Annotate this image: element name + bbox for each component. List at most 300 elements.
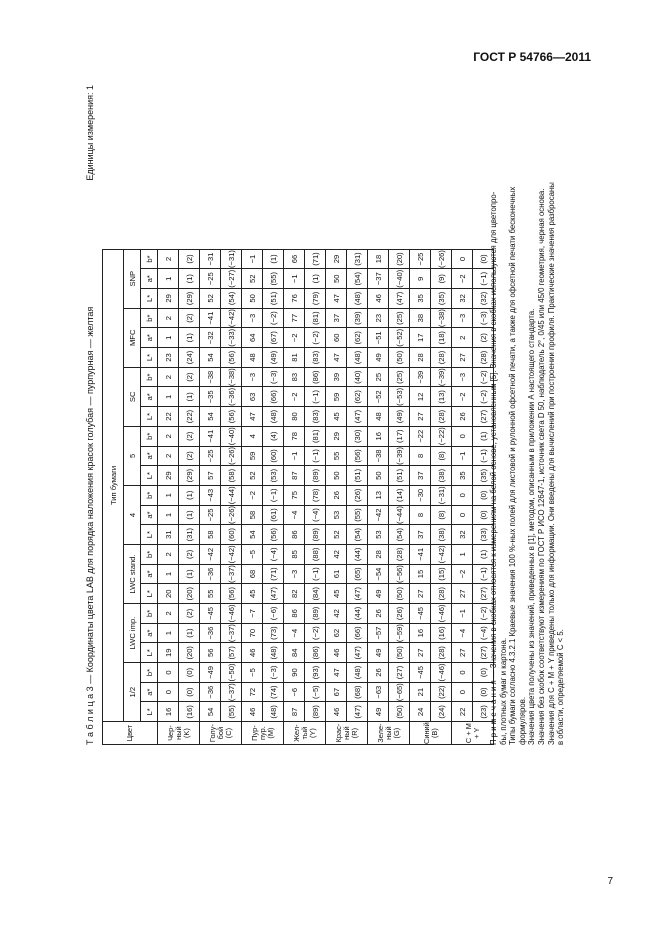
lab-subheader: a*	[141, 387, 158, 407]
lab-subheader: L*	[141, 407, 158, 427]
table-row	[284, 249, 305, 744]
white-backing-value-cell: (48)	[263, 702, 284, 722]
table-row-white-backing	[221, 249, 242, 744]
white-backing-value-cell: (78)	[305, 485, 326, 505]
lab-subheader: b*	[141, 367, 158, 387]
value-cell: 37	[326, 308, 347, 328]
white-backing-value-cell: (−5)	[305, 682, 326, 702]
white-backing-value-cell: (79)	[305, 289, 326, 309]
white-backing-value-cell: (−31)	[431, 485, 452, 505]
value-cell: 29	[158, 289, 179, 309]
value-cell: 0	[452, 682, 473, 702]
white-backing-value-cell: (71)	[305, 249, 326, 269]
lab-subheader: L*	[141, 584, 158, 604]
value-cell: 49	[368, 643, 389, 663]
value-cell: −4	[284, 505, 305, 525]
white-backing-value-cell: (−4)	[473, 623, 494, 643]
value-cell: 2	[452, 328, 473, 348]
white-backing-value-cell: (2)	[179, 604, 200, 624]
value-cell: 24	[410, 702, 431, 722]
white-backing-value-cell: (20)	[389, 249, 410, 269]
white-backing-value-cell: (−2)	[473, 387, 494, 407]
value-cell: 55	[200, 584, 221, 604]
value-cell: 47	[326, 348, 347, 368]
value-cell: 54	[200, 407, 221, 427]
white-backing-value-cell: (−26)	[221, 505, 242, 525]
white-backing-value-cell: (61)	[263, 505, 284, 525]
value-cell: 0	[158, 663, 179, 683]
lab-subheader: L*	[141, 643, 158, 663]
value-cell: 46	[326, 702, 347, 722]
value-cell: 84	[284, 643, 305, 663]
note-line: в области, определяемой C < 5.	[556, 629, 566, 745]
value-cell: 81	[284, 348, 305, 368]
value-cell: 29	[326, 249, 347, 269]
value-cell: 2	[158, 545, 179, 565]
value-cell: 62	[326, 623, 347, 643]
value-cell: −30	[410, 485, 431, 505]
white-backing-value-cell: (83)	[305, 407, 326, 427]
note-line: П р и м е ч а н и я — Значения в скобках относятся к измерениям на белой основе, установленным [5]. Значения в скобках используются для цветопро-	[489, 191, 498, 745]
white-backing-value-cell: (−31)	[221, 249, 242, 269]
white-backing-value-cell: (48)	[347, 289, 368, 309]
value-cell: 86	[284, 604, 305, 624]
white-backing-value-cell: (−1)	[305, 387, 326, 407]
value-cell: 1	[158, 328, 179, 348]
white-backing-value-cell: (56)	[347, 446, 368, 466]
lab-subheader: b*	[141, 663, 158, 683]
value-cell: 21	[410, 682, 431, 702]
table-row-white-backing	[431, 249, 452, 744]
white-backing-value-cell: (50)	[389, 702, 410, 722]
value-cell: 35	[410, 289, 431, 309]
value-cell: 50	[326, 466, 347, 486]
value-cell: 16	[368, 426, 389, 446]
white-backing-value-cell: (24)	[179, 348, 200, 368]
lab-subheader: L*	[141, 525, 158, 545]
white-backing-value-cell: (86)	[305, 367, 326, 387]
value-cell: 86	[284, 525, 305, 545]
value-cell: 26	[368, 604, 389, 624]
value-cell: 26	[326, 485, 347, 505]
white-backing-value-cell: (66)	[347, 623, 368, 643]
value-cell: 12	[410, 387, 431, 407]
white-backing-value-cell: (29)	[179, 466, 200, 486]
color-header: Цвет	[103, 722, 158, 745]
white-backing-value-cell: (−27)	[221, 269, 242, 289]
white-backing-value-cell: (27)	[473, 407, 494, 427]
value-cell: −3	[452, 367, 473, 387]
note-line: Значения цвета получены из значений, приведенных в [1], методом, описанным в приложении А настоящего стандарта.	[527, 308, 537, 745]
white-backing-value-cell: (47)	[389, 289, 410, 309]
white-backing-value-cell: (60)	[221, 525, 242, 545]
white-backing-value-cell: (89)	[305, 604, 326, 624]
value-cell: −38	[200, 367, 221, 387]
white-backing-value-cell: (40)	[347, 367, 368, 387]
white-backing-value-cell: (−36)	[221, 387, 242, 407]
table-row	[410, 249, 431, 744]
value-cell: 29	[326, 426, 347, 446]
value-cell: −51	[368, 328, 389, 348]
lab-subheader: b*	[141, 604, 158, 624]
value-cell: 82	[284, 584, 305, 604]
value-cell: 58	[200, 525, 221, 545]
white-backing-value-cell: (50)	[389, 348, 410, 368]
lab-subheader: a*	[141, 564, 158, 584]
table-row	[368, 249, 389, 744]
white-backing-value-cell: (−40)	[221, 426, 242, 446]
white-backing-value-cell: (32)	[473, 289, 494, 309]
value-cell: 0	[452, 485, 473, 505]
value-cell: 2	[158, 604, 179, 624]
value-cell: 27	[410, 407, 431, 427]
white-backing-value-cell: (18)	[431, 328, 452, 348]
white-backing-value-cell: (1)	[179, 328, 200, 348]
white-backing-value-cell: (62)	[347, 328, 368, 348]
value-cell: 50	[242, 289, 263, 309]
value-cell: 56	[200, 643, 221, 663]
white-backing-value-cell: (26)	[347, 485, 368, 505]
white-backing-value-cell: (51)	[347, 466, 368, 486]
value-cell: −25	[410, 249, 431, 269]
white-backing-value-cell: (−44)	[389, 505, 410, 525]
white-backing-value-cell: (28)	[431, 584, 452, 604]
white-backing-value-cell: (25)	[389, 308, 410, 328]
white-backing-value-cell: (83)	[305, 348, 326, 368]
white-backing-value-cell: (86)	[305, 643, 326, 663]
table-row	[242, 249, 263, 744]
white-backing-value-cell: (2)	[179, 308, 200, 328]
white-backing-value-cell: (89)	[305, 702, 326, 722]
value-cell: 42	[326, 545, 347, 565]
value-cell: 76	[284, 289, 305, 309]
white-backing-value-cell: (28)	[473, 348, 494, 368]
table-row-white-backing	[263, 249, 284, 744]
value-cell: 77	[284, 308, 305, 328]
value-cell: 29	[158, 466, 179, 486]
paper-group-header: LWC imp.	[124, 604, 141, 663]
value-cell: 2	[158, 249, 179, 269]
white-backing-value-cell: (−37)	[221, 682, 242, 702]
white-backing-value-cell: (48)	[347, 348, 368, 368]
value-cell: 78	[284, 426, 305, 446]
note-line: бы, плотных бумаг и картона.	[498, 637, 508, 745]
white-backing-value-cell: (−3)	[263, 663, 284, 683]
white-backing-value-cell: (1)	[263, 249, 284, 269]
table-row-white-backing	[389, 249, 410, 744]
value-cell: 8	[410, 446, 431, 466]
value-cell: 35	[452, 466, 473, 486]
rotated-table-block	[85, 85, 590, 745]
value-cell: −43	[200, 485, 221, 505]
value-cell: 54	[200, 702, 221, 722]
white-backing-value-cell: (−1)	[473, 446, 494, 466]
white-backing-value-cell: (20)	[179, 643, 200, 663]
white-backing-value-cell: (73)	[263, 623, 284, 643]
white-backing-value-cell: (0)	[473, 249, 494, 269]
white-backing-value-cell: (−1)	[305, 564, 326, 584]
value-cell: 16	[410, 623, 431, 643]
white-backing-value-cell: (84)	[305, 584, 326, 604]
value-cell: −2	[452, 269, 473, 289]
white-backing-value-cell: (−46)	[431, 604, 452, 624]
value-cell: 26	[368, 663, 389, 683]
value-cell: 52	[242, 269, 263, 289]
white-backing-value-cell: (55)	[221, 702, 242, 722]
white-backing-value-cell: (15)	[431, 564, 452, 584]
color-name-cell: Зеле- ный (G)	[368, 722, 410, 745]
value-cell: −3	[242, 308, 263, 328]
value-cell: 70	[242, 623, 263, 643]
white-backing-value-cell: (28)	[431, 407, 452, 427]
white-backing-value-cell: (−42)	[431, 545, 452, 565]
value-cell: 28	[410, 348, 431, 368]
value-cell: −25	[200, 269, 221, 289]
white-backing-value-cell: (58)	[221, 466, 242, 486]
value-cell: 2	[158, 367, 179, 387]
value-cell: 13	[368, 485, 389, 505]
lab-subheader: b*	[141, 485, 158, 505]
white-backing-value-cell: (47)	[347, 407, 368, 427]
white-backing-value-cell: (0)	[473, 505, 494, 525]
value-cell: 49	[368, 584, 389, 604]
value-cell: −45	[200, 604, 221, 624]
value-cell: 0	[452, 249, 473, 269]
white-backing-value-cell: (65)	[347, 564, 368, 584]
value-cell: 45	[326, 584, 347, 604]
white-backing-value-cell: (49)	[263, 348, 284, 368]
white-backing-value-cell: (27)	[473, 643, 494, 663]
white-backing-value-cell: (22)	[179, 407, 200, 427]
white-backing-value-cell: (27)	[473, 584, 494, 604]
value-cell: 0	[452, 505, 473, 525]
value-cell: 0	[158, 682, 179, 702]
value-cell: 50	[368, 466, 389, 486]
table-row	[200, 249, 221, 744]
value-cell: −42	[368, 505, 389, 525]
value-cell: −3	[242, 367, 263, 387]
lab-subheader: L*	[141, 348, 158, 368]
value-cell: 46	[368, 289, 389, 309]
value-cell: 16	[158, 702, 179, 722]
value-cell: 49	[368, 348, 389, 368]
white-backing-value-cell: (0)	[473, 682, 494, 702]
paper-group-header: LWC stand.	[124, 545, 141, 604]
value-cell: 42	[326, 604, 347, 624]
white-backing-value-cell: (25)	[389, 367, 410, 387]
value-cell: 27	[410, 643, 431, 663]
value-cell: −42	[200, 545, 221, 565]
white-backing-value-cell: (47)	[347, 643, 368, 663]
value-cell: 4	[242, 426, 263, 446]
white-backing-value-cell: (1)	[179, 564, 200, 584]
units-label: Единицы измерения: 1	[85, 85, 95, 181]
value-cell: 1	[452, 545, 473, 565]
paper-group-header: SC	[124, 367, 141, 426]
table-row	[326, 249, 347, 744]
white-backing-value-cell: (35)	[473, 466, 494, 486]
value-cell: −2	[284, 387, 305, 407]
white-backing-value-cell: (51)	[389, 466, 410, 486]
white-backing-value-cell: (−44)	[221, 485, 242, 505]
white-backing-value-cell: (56)	[263, 525, 284, 545]
white-backing-value-cell: (−59)	[389, 623, 410, 643]
white-backing-value-cell: (−1)	[473, 269, 494, 289]
white-backing-value-cell: (−37)	[221, 564, 242, 584]
lab-table	[102, 249, 494, 745]
paper-group-header: MFC	[124, 308, 141, 367]
value-cell: −25	[200, 505, 221, 525]
white-backing-value-cell: (−42)	[221, 308, 242, 328]
value-cell: −1	[452, 446, 473, 466]
value-cell: −36	[200, 682, 221, 702]
value-cell: −35	[200, 387, 221, 407]
white-backing-value-cell: (81)	[305, 426, 326, 446]
value-cell: 85	[284, 545, 305, 565]
value-cell: 47	[326, 663, 347, 683]
value-cell: 27	[452, 584, 473, 604]
value-cell: 26	[452, 407, 473, 427]
value-cell: −54	[368, 564, 389, 584]
white-backing-value-cell: (50)	[389, 643, 410, 663]
white-backing-value-cell: (−2)	[473, 367, 494, 387]
lab-subheader: L*	[141, 289, 158, 309]
white-backing-value-cell: (1)	[473, 426, 494, 446]
value-cell: 46	[242, 702, 263, 722]
value-cell: 47	[242, 407, 263, 427]
paper-group-header: 1/2	[124, 663, 141, 722]
table-row-white-backing	[179, 249, 200, 744]
value-cell: 27	[452, 348, 473, 368]
value-cell: 15	[410, 564, 431, 584]
white-backing-value-cell: (30)	[347, 426, 368, 446]
white-backing-value-cell: (39)	[347, 308, 368, 328]
value-cell: 75	[284, 485, 305, 505]
white-backing-value-cell: (1)	[179, 623, 200, 643]
paper-group-header: 5	[124, 426, 141, 485]
value-cell: 32	[452, 289, 473, 309]
white-backing-value-cell: (33)	[473, 525, 494, 545]
value-cell: −49	[200, 663, 221, 683]
white-backing-value-cell: (55)	[263, 269, 284, 289]
value-cell: 27	[452, 643, 473, 663]
value-cell: 28	[368, 545, 389, 565]
white-backing-value-cell: (1)	[305, 269, 326, 289]
table-notes	[489, 85, 566, 745]
white-backing-value-cell: (13)	[431, 387, 452, 407]
value-cell: −1	[242, 249, 263, 269]
white-backing-value-cell: (−38)	[221, 367, 242, 387]
value-cell: −3	[452, 308, 473, 328]
paper-group-header: SNP	[124, 249, 141, 308]
value-cell: 9	[410, 269, 431, 289]
white-backing-value-cell: (16)	[431, 623, 452, 643]
value-cell: 72	[242, 682, 263, 702]
paper-group-row	[124, 249, 141, 744]
lab-subheader: a*	[141, 682, 158, 702]
value-cell: −39	[410, 367, 431, 387]
value-cell: 54	[200, 348, 221, 368]
white-backing-value-cell: (−39)	[431, 367, 452, 387]
white-backing-value-cell: (0)	[179, 682, 200, 702]
color-name-cell: Жел- тый (Y)	[284, 722, 326, 745]
value-cell: 46	[242, 643, 263, 663]
value-cell: 64	[242, 328, 263, 348]
white-backing-value-cell: (47)	[263, 584, 284, 604]
value-cell: 2	[158, 308, 179, 328]
white-backing-value-cell: (2)	[179, 446, 200, 466]
white-backing-value-cell: (20)	[179, 584, 200, 604]
header-row	[103, 249, 124, 744]
white-backing-value-cell: (−2)	[305, 623, 326, 643]
value-cell: 47	[326, 289, 347, 309]
white-backing-value-cell: (51)	[263, 289, 284, 309]
white-backing-value-cell: (31)	[347, 249, 368, 269]
value-cell: −1	[452, 604, 473, 624]
lab-subheader: a*	[141, 269, 158, 289]
paper-group-header: 4	[124, 485, 141, 544]
white-backing-value-cell: (−2)	[305, 328, 326, 348]
white-backing-value-cell: (2)	[473, 328, 494, 348]
value-cell: 1	[158, 623, 179, 643]
white-backing-value-cell: (47)	[347, 702, 368, 722]
value-cell: −52	[368, 387, 389, 407]
white-backing-value-cell: (0)	[179, 663, 200, 683]
color-name-cell: Синий (B)	[410, 722, 452, 745]
white-backing-value-cell: (49)	[389, 407, 410, 427]
value-cell: 1	[158, 505, 179, 525]
white-backing-value-cell: (−2)	[263, 308, 284, 328]
value-cell: 23	[158, 348, 179, 368]
table-row-white-backing	[305, 249, 326, 744]
white-backing-value-cell: (28)	[389, 545, 410, 565]
value-cell: 59	[242, 446, 263, 466]
white-backing-value-cell: (24)	[431, 702, 452, 722]
lab-subheader: b*	[141, 308, 158, 328]
value-cell: −2	[242, 485, 263, 505]
white-backing-value-cell: (−33)	[221, 328, 242, 348]
value-cell: −1	[284, 269, 305, 289]
value-cell: 37	[410, 525, 431, 545]
white-backing-value-cell: (−26)	[221, 446, 242, 466]
white-backing-value-cell: (2)	[179, 367, 200, 387]
note-line: Типы бумаги согласно 4.3.2.1 Краевые значения 100 %-ных полей для листовой и рулонной офсетной печати, а также для офсетной печати бесконечных	[508, 186, 518, 745]
paper-type-header: Тип бумаги	[103, 249, 124, 722]
white-backing-value-cell: (−4)	[305, 505, 326, 525]
white-backing-value-cell: (−22)	[431, 426, 452, 446]
table-row	[158, 249, 179, 744]
white-backing-value-cell: (57)	[221, 643, 242, 663]
color-name-cell: Крас- ный (R)	[326, 722, 368, 745]
white-backing-value-cell: (38)	[431, 525, 452, 545]
white-backing-value-cell: (1)	[179, 505, 200, 525]
value-cell: 87	[284, 702, 305, 722]
lab-subheader: L*	[141, 702, 158, 722]
lab-subheader: a*	[141, 505, 158, 525]
value-cell: 48	[242, 348, 263, 368]
value-cell: −31	[200, 249, 221, 269]
white-backing-value-cell: (62)	[347, 387, 368, 407]
value-cell: −4	[284, 623, 305, 643]
value-cell: 66	[284, 249, 305, 269]
white-backing-value-cell: (89)	[305, 466, 326, 486]
note-line: Значения без скобок соответствуют измерениям по ГОСТ Р ИСО 12647-1, источник света D 50, наблюдатель 2°, 0/45 или 45/0 геометрия, черная основа.	[536, 188, 546, 745]
value-cell: 45	[242, 584, 263, 604]
white-backing-value-cell: (53)	[263, 466, 284, 486]
value-cell: 52	[200, 289, 221, 309]
white-backing-value-cell: (8)	[431, 446, 452, 466]
value-cell: −5	[242, 663, 263, 683]
